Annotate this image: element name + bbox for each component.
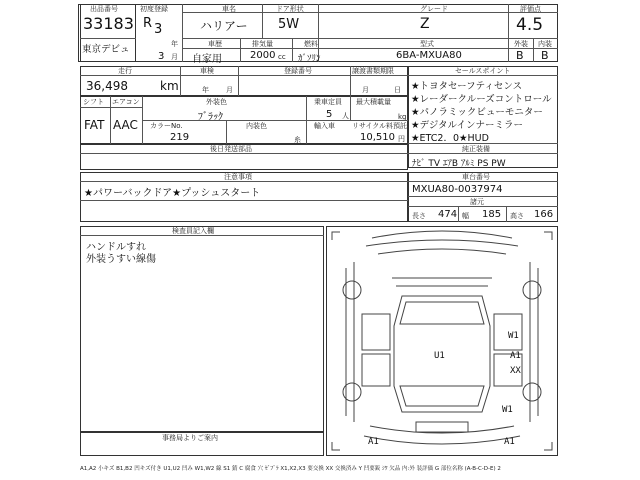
dims-label: 諸元 [470,198,484,206]
debut-text: 東京デビュ [82,44,130,55]
color-label: 外装色 [206,98,227,106]
deadline-day-unit: 日 [394,86,401,94]
fuel-label: 燃料 [304,40,318,48]
recycle-label: リサイクル料預託 [352,122,408,130]
recycle-unit: 円 [398,135,405,143]
inspector-line-1: ハンドルすれ [86,242,146,253]
int-color-label: 内装色 [246,122,267,130]
deadline-label: 譲渡書類期限 [352,67,394,75]
shift-label: シフト [83,98,104,106]
equip-value: ﾅﾋﾞ TV ｴｱB ｱﾙﾐ PS PW [412,159,506,169]
int-label: 内装 [538,40,552,48]
length: 474 [438,209,458,220]
damage-roof: U1 [434,351,445,361]
recycle: 10,510 [360,132,395,143]
lot-label: 出品番号 [90,5,118,13]
int-grade: B [541,49,549,62]
damage-right-front-door: A1 [510,351,521,361]
width: 185 [482,209,502,220]
car-diagram [326,226,558,456]
grade: Z [420,16,430,32]
inspector-label: 検査員記入欄 [172,227,214,235]
mileage-unit: km [160,79,179,93]
notes-label: 注意事項 [224,173,252,181]
inspection-label: 車検 [200,67,214,75]
use: 自家用 [192,54,222,65]
first-reg-label: 初度登録 [140,5,168,13]
model-label: 型式 [420,40,434,48]
damage-rear-right: A1 [504,437,515,447]
height-label: 高さ [510,212,524,220]
load-label: 最大積載量 [356,98,391,106]
reg-year: 3 [154,22,163,37]
shift: FAT [84,118,105,132]
damage-right-rear-door: XX [510,366,521,376]
chassis-label: 車台番号 [462,173,490,181]
parts-label: 後日発送部品 [210,145,252,153]
capacity-label: 乗車定員 [314,98,342,106]
grade-label: グレード [420,5,448,13]
inspector-line-2: 外装うすい線傷 [86,254,156,265]
width-label: 幅 [462,212,469,220]
insp-year-unit: 年 [202,86,209,94]
fuel: ｶﾞｿﾘﾝ [298,54,321,64]
year-unit: 年 [171,40,178,48]
mileage: 36,498 [86,79,128,93]
equip-label: 純正装備 [462,145,490,153]
ac-label: エアコン [112,98,140,106]
damage-rear-left: A1 [368,437,379,447]
notes-value: ★パワーバックドア★プッシュスタート [84,188,261,199]
ext-label: 外装 [514,40,528,48]
sales-point-1: ★トヨタセーフティセンス [411,81,523,92]
damage-front-pillar: W1 [508,331,519,341]
sales-point-2: ★レーダークルーズコントロール [411,94,552,105]
use-label: 車歴 [208,40,222,48]
model: 6BA-MXUA80 [396,50,462,61]
sales-point-3: ★パノラミックビューモニター [411,107,543,118]
month-unit: 月 [171,53,178,61]
mileage-label: 走行 [118,67,132,75]
name-label: 車名 [222,5,236,13]
sales-point-5: ★ETC2．0★HUD [411,133,489,144]
doors: 5W [278,17,300,32]
era: R [143,16,153,31]
chassis-number: MXUA80-0037974 [412,184,503,195]
capacity-unit: 人 [342,112,349,120]
color-no-label: カラーNo. [150,122,183,130]
ext-grade: B [516,49,524,62]
sales-label: セールスポイント [455,67,511,75]
score: 4.5 [516,15,544,35]
score-label: 評価点 [520,5,541,13]
insp-month-unit: 月 [226,86,233,94]
import-label: 輸入車 [314,122,335,130]
capacity: 5 [326,109,333,120]
length-label: 長さ [412,212,426,220]
car-name: ハリアー [200,19,248,33]
deadline-month-unit: 月 [362,86,369,94]
legend-text: A1,A2 小キズ B1,B2 凹キズ付き U1,U2 凹み W1,W2 線 S1 錆 C 腐食 穴 ｾﾞﾌﾞﾗ X1,X2,X3 要交換 XX 交換済み Y 凹要鈑 ｼﾜ 欠品 内:外 装評価 G 部位名称 (A-B-C-D-E) 2 [80,466,501,472]
plate-label: 登録番号 [284,67,312,75]
disp-label: 排気量 [252,40,273,48]
office-label: 事務局よりご案内 [162,434,218,442]
fine-unit: 糸 [294,136,301,144]
sales-point-4: ★デジタルインナーミラー [411,120,523,131]
reg-month: 3 [158,51,165,62]
lot-number: 33183 [83,14,134,33]
height: 166 [534,209,554,220]
color-no: 219 [170,132,190,143]
color: ﾌﾞﾗｯｸ [198,112,223,123]
damage-rear-window: W1 [502,405,513,415]
doors-label: ドア形状 [276,5,304,13]
disp-unit: cc [278,53,286,61]
load-unit: kg [398,113,407,121]
ac: AAC [113,118,138,132]
displacement: 2000 [250,50,276,61]
